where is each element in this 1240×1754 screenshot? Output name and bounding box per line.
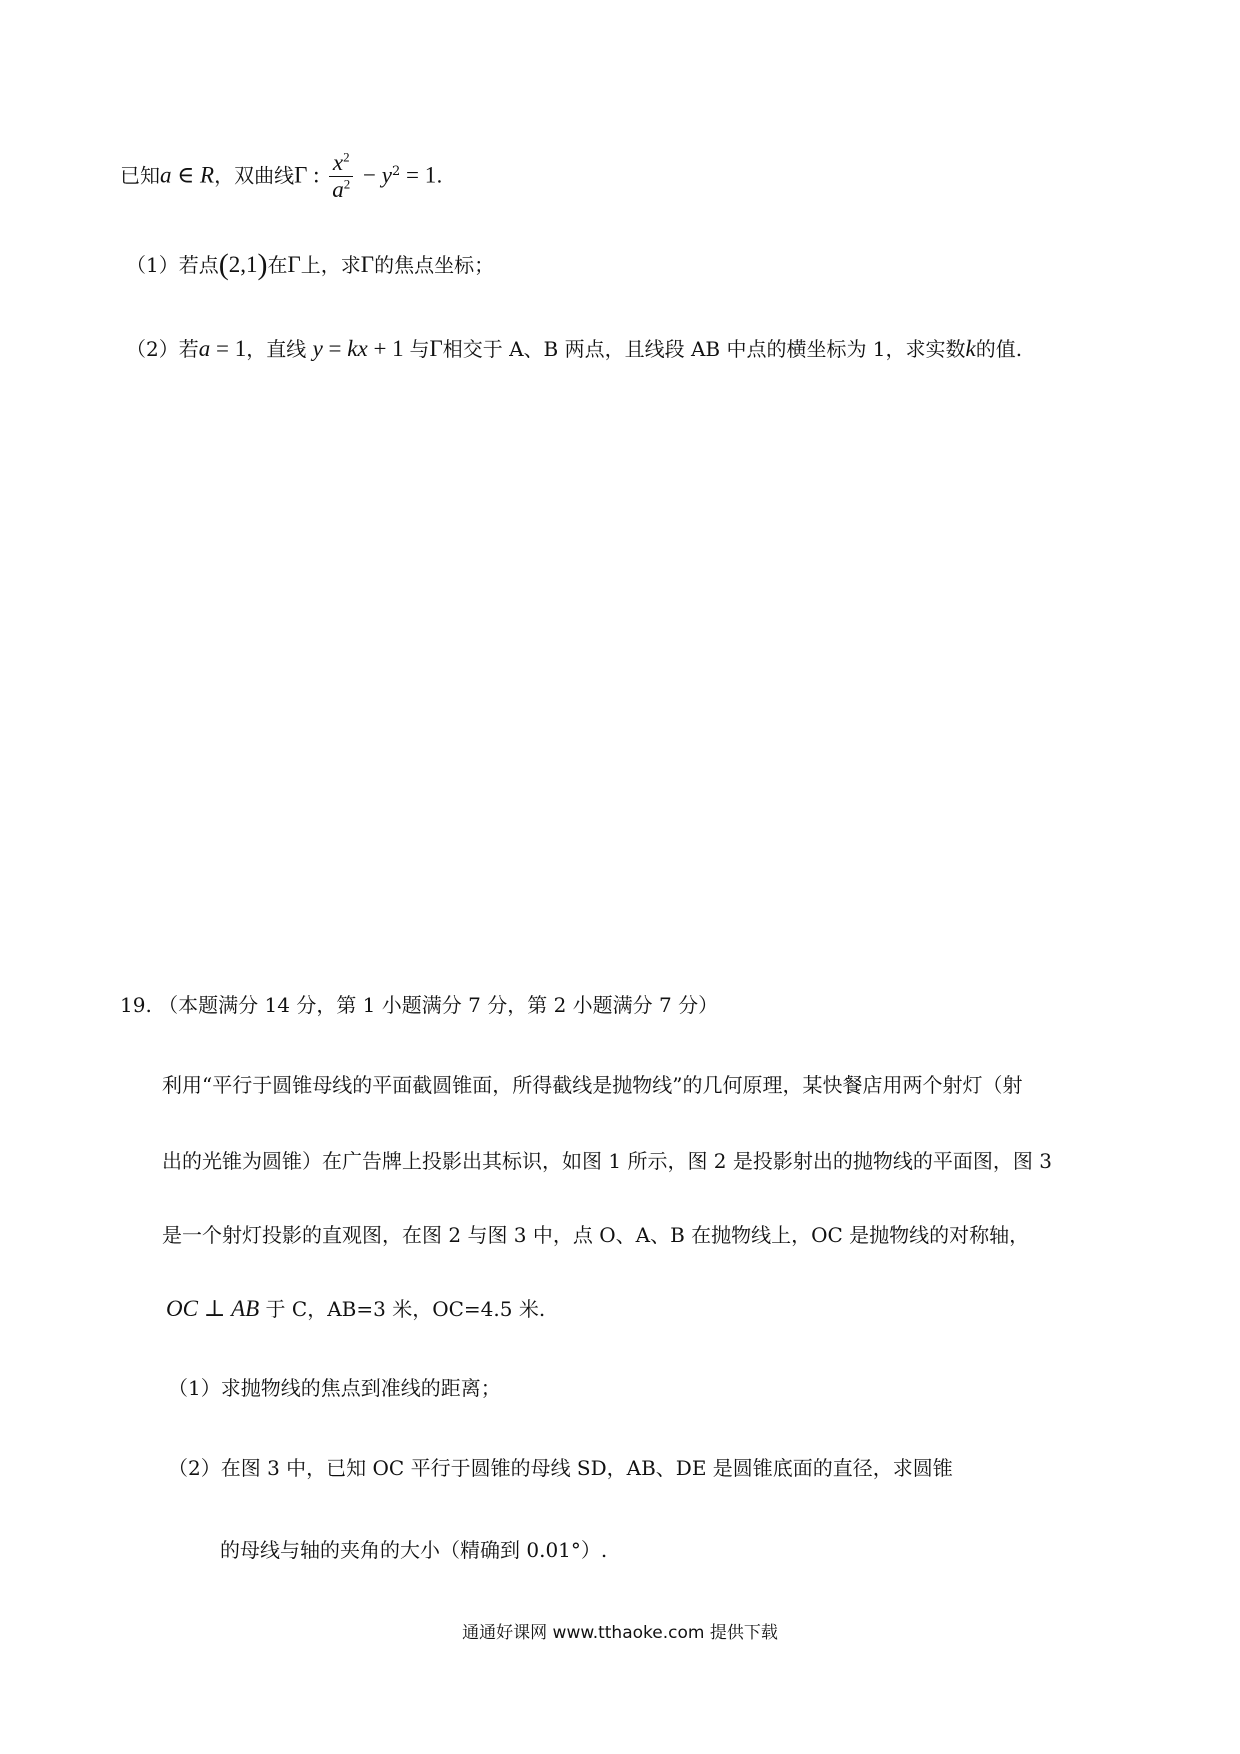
problem19-part2-line1: （2）在图 3 中，已知 OC 平行于圆锥的母线 SD，AB、DE 是圆锥底面的直径，求圆锥 — [168, 1456, 953, 1480]
perp-symbol: ⊥ — [197, 1296, 232, 1321]
var-k: k — [965, 336, 976, 361]
problem19-paragraph-line4 — [166, 1297, 545, 1320]
var-y: y — [381, 162, 392, 188]
equals: = — [322, 336, 348, 361]
gamma-symbol: Γ — [287, 252, 301, 277]
numerator-exponent: 2 — [343, 149, 350, 165]
segment-oc: OC — [166, 1296, 198, 1321]
equation-rhs: = 1 — [400, 162, 437, 188]
in-symbol: ∈ — [171, 162, 201, 188]
denominator-a: a — [332, 177, 344, 203]
var-R: R — [200, 162, 215, 188]
fraction-denominator — [329, 177, 353, 203]
intro-prefix: 已知 — [120, 163, 160, 188]
segment-ab: AB — [231, 1296, 260, 1321]
var-a: a — [160, 162, 172, 188]
a-equals: = 1 — [210, 336, 247, 361]
problem18-part2 — [126, 337, 1022, 360]
problem19-part2-line2: 的母线与轴的夹角的大小（精确到 0.01°）. — [220, 1538, 608, 1562]
problem19-paragraph-line1: 利用“平行于圆锥母线的平面截圆锥面，所得截线是抛物线”的几何原理，某快餐店用两个射灯（射 — [162, 1073, 1023, 1097]
part1-on: 上，求 — [300, 253, 361, 277]
minus: − — [357, 162, 382, 188]
part1-label: （1）若点 — [126, 253, 219, 277]
gamma-symbol: Γ — [360, 252, 375, 277]
paragraph-line4-text: 于 C，AB=3 米，OC=4.5 米. — [259, 1297, 546, 1321]
problem19-paragraph-line3: 是一个射灯投影的直观图，在图 2 与图 3 中，点 O、A、B 在抛物线上，OC 是抛物线的对称轴， — [162, 1223, 1030, 1247]
fraction-x2-over-a2 — [329, 150, 353, 204]
var-kx: kx — [347, 336, 368, 361]
part2-mid1: ，直线 — [246, 337, 313, 361]
part2-tail: 的值. — [975, 337, 1023, 361]
problem18-intro — [120, 150, 443, 204]
paren-open: ( — [218, 248, 229, 281]
part1-in: 在 — [267, 253, 288, 277]
denominator-exponent: 2 — [343, 176, 351, 192]
fraction-numerator — [329, 150, 353, 177]
var-a: a — [198, 336, 211, 361]
paren-close: ) — [257, 248, 268, 281]
problem19-header: 19. （本题满分 14 分，第 1 小题满分 7 分，第 2 小题满分 7 分） — [120, 993, 719, 1017]
part2-mid3: 相交于 A、B 两点，且线段 AB 中点的横坐标为 1，求实数 — [442, 337, 966, 361]
numerator-x: x — [332, 150, 344, 175]
var-y: y — [312, 336, 323, 361]
page-footer: 通通好课网 www.tthaoke.com 提供下载 — [462, 1623, 778, 1643]
gamma-symbol: Γ — [294, 162, 308, 188]
intro-mid: ，双曲线 — [214, 163, 295, 188]
plus-one: + 1 — [367, 336, 410, 361]
colon: : — [307, 162, 326, 188]
point-coords: 2,1 — [228, 252, 258, 277]
part2-label: （2）若 — [126, 337, 199, 361]
y-exponent: 2 — [391, 163, 401, 179]
problem19-paragraph-line2: 出的光锥为圆锥）在广告牌上投影出其标识，如图 1 所示，图 2 是投影射出的抛物线的平面图，图 3 — [162, 1149, 1052, 1173]
gamma-symbol: Γ — [429, 336, 443, 361]
intro-end: . — [436, 163, 443, 188]
part2-mid2: 与 — [409, 337, 430, 361]
problem19-part1: （1）求抛物线的焦点到准线的距离； — [168, 1376, 501, 1400]
part1-tail: 的焦点坐标； — [374, 253, 495, 277]
problem18-part1 — [126, 250, 494, 280]
